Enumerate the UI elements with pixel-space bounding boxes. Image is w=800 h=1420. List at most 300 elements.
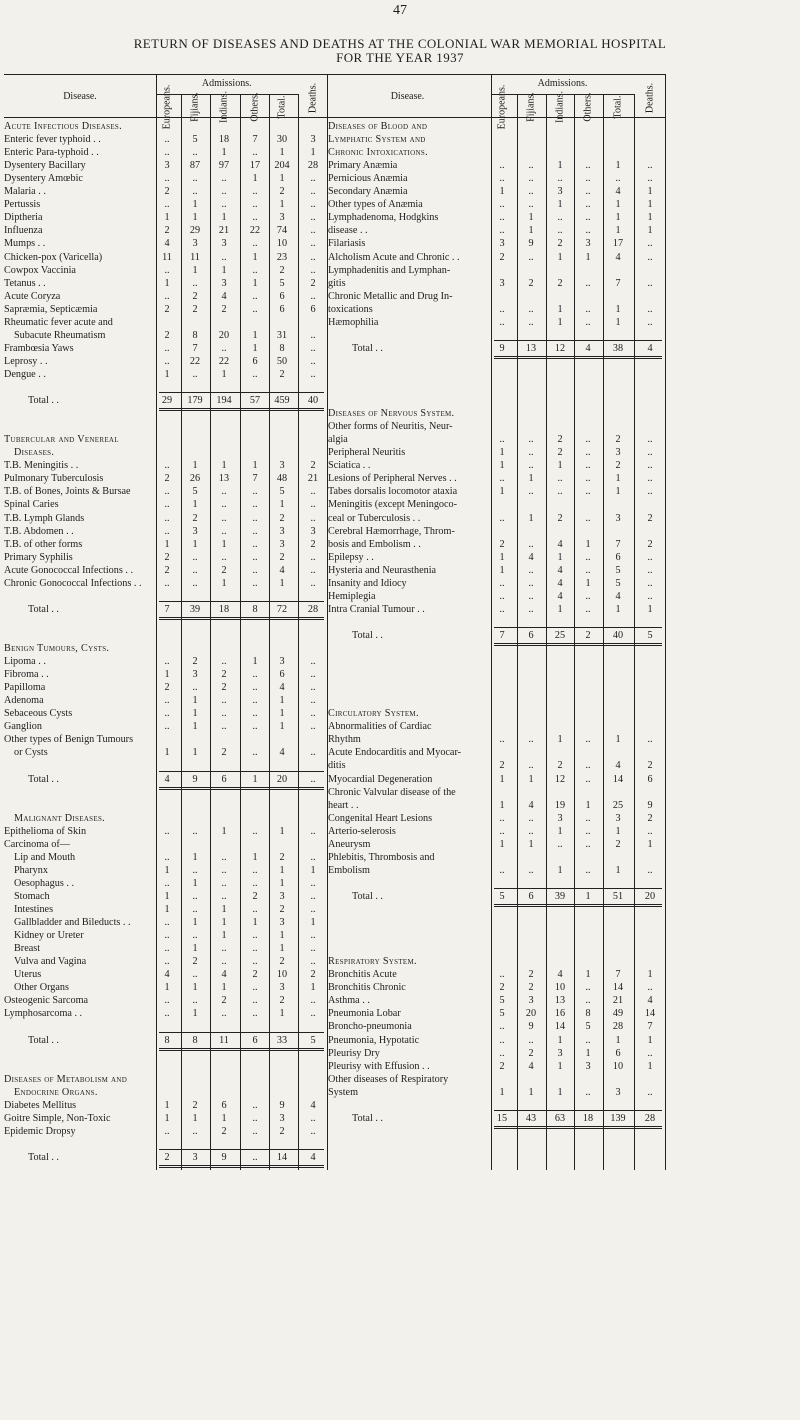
cell-others: .. <box>585 734 591 746</box>
table-row <box>0 877 800 890</box>
cell-deaths: 2 <box>647 538 653 550</box>
cell-europeans: .. <box>499 303 505 315</box>
cell-others: 17 <box>249 160 261 172</box>
cell-deaths: .. <box>310 173 316 185</box>
disease-label: or Cysts <box>14 747 48 759</box>
cell-total: 3 <box>279 917 285 929</box>
table-row <box>0 1007 800 1020</box>
cell-indians: 3 <box>221 238 227 250</box>
cell-deaths: .. <box>310 656 316 668</box>
cell-deaths: .. <box>647 173 653 185</box>
cell-total: 6 <box>279 290 285 302</box>
cell-deaths: 20 <box>644 890 656 902</box>
cell-fijians: .. <box>192 368 198 380</box>
cell-indians: 13 <box>554 995 566 1007</box>
disease-label: Pulmonary Tuberculosis <box>4 473 104 485</box>
disease-label: Total . . <box>28 1151 59 1163</box>
cell-others: .. <box>585 434 591 446</box>
cell-total: 1 <box>615 864 621 876</box>
cell-europeans: 5 <box>499 1008 505 1020</box>
cell-deaths: 5 <box>310 1034 316 1046</box>
cell-europeans: .. <box>164 460 170 472</box>
cell-europeans: 3 <box>164 160 170 172</box>
cell-deaths: .. <box>647 982 653 994</box>
disease-label: Lymphadenoma, Hodgkins <box>328 212 439 224</box>
disease-label: Lymphatic System and <box>328 134 426 146</box>
cell-indians: 2 <box>221 303 227 315</box>
cell-fijians: 1 <box>192 708 198 720</box>
cell-total: 14 <box>276 1151 288 1163</box>
disease-label: Enteric Para-typhoid . . <box>4 147 99 159</box>
cell-europeans: .. <box>499 812 505 824</box>
disease-label: Dengue . . <box>4 368 46 380</box>
cell-fijians: 8 <box>192 329 198 341</box>
cell-indians: 1 <box>557 199 563 211</box>
cell-fijians: .. <box>528 251 534 263</box>
cell-europeans: 5 <box>499 995 505 1007</box>
cell-europeans: 8 <box>164 1034 170 1046</box>
disease-label: Acute Infectious Diseases. <box>4 121 122 132</box>
header-bottom-border <box>4 117 665 118</box>
cell-others: .. <box>252 1099 258 1111</box>
cell-others: .. <box>585 186 591 198</box>
cell-total: 1 <box>279 173 285 185</box>
cell-total: 1 <box>279 864 285 876</box>
cell-indians: 12 <box>554 773 566 785</box>
table-row <box>0 420 800 433</box>
cell-fijians: 2 <box>192 1099 198 1111</box>
disease-label: T.B. of other forms <box>4 538 83 550</box>
cell-fijians: 87 <box>189 160 201 172</box>
disease-label: Tetanus . . <box>4 277 46 289</box>
cell-deaths: .. <box>310 669 316 681</box>
cell-total: 1 <box>615 225 621 237</box>
disease-label: Total . . <box>28 1034 59 1046</box>
right-column-header: Fijians. <box>525 92 537 122</box>
cell-others: .. <box>252 577 258 589</box>
table-row <box>0 773 800 786</box>
table-row <box>0 355 800 368</box>
cell-total: .. <box>615 173 621 185</box>
cell-deaths: 1 <box>647 212 653 224</box>
cell-europeans: .. <box>499 212 505 224</box>
cell-indians: 1 <box>221 264 227 276</box>
cell-others: .. <box>252 721 258 733</box>
cell-total: 4 <box>279 564 285 576</box>
cell-indians: 39 <box>554 890 566 902</box>
table-row <box>0 1099 800 1112</box>
cell-total: 3 <box>279 212 285 224</box>
cell-deaths: .. <box>310 486 316 498</box>
table-row <box>0 759 800 772</box>
disease-label: Asthma . . <box>328 995 370 1007</box>
cell-fijians: .. <box>528 486 534 498</box>
cell-europeans: 1 <box>164 538 170 550</box>
disease-label: Broncho-pneumonia <box>328 1021 412 1033</box>
cell-europeans: .. <box>499 577 505 589</box>
cell-deaths: .. <box>310 877 316 889</box>
cell-deaths: .. <box>310 682 316 694</box>
cell-deaths: 1 <box>647 186 653 198</box>
cell-europeans: 15 <box>496 1112 508 1124</box>
cell-deaths: .. <box>310 251 316 263</box>
disease-label: Secondary Anæmia <box>328 186 408 198</box>
cell-indians: 63 <box>554 1112 566 1124</box>
table-row <box>0 864 800 877</box>
cell-others: .. <box>252 499 258 511</box>
disease-label: Aneurysm <box>328 838 371 850</box>
cell-others: 8 <box>585 1008 591 1020</box>
disease-label: Total . . <box>352 1112 383 1124</box>
disease-label: Meningitis (except Meningoco- <box>328 499 458 511</box>
disease-label: disease . . <box>328 225 368 237</box>
disease-label: Bronchitis Chronic <box>328 982 406 994</box>
cell-fijians: 7 <box>192 342 198 354</box>
cell-fijians: 9 <box>192 773 198 785</box>
page-number: 47 <box>393 3 407 18</box>
left-column-header: Total. <box>276 95 288 119</box>
cell-total: 6 <box>615 551 621 563</box>
cell-deaths: 28 <box>307 603 319 615</box>
cell-indians: 11 <box>219 1034 229 1046</box>
cell-fijians: .. <box>192 995 198 1007</box>
cell-deaths: .. <box>310 904 316 915</box>
cell-total: 1 <box>279 943 285 955</box>
cell-fijians: 1 <box>192 917 198 929</box>
table-row <box>0 942 800 955</box>
cell-europeans: 1 <box>499 486 505 498</box>
cell-indians: 4 <box>557 564 563 576</box>
table-row <box>0 498 800 511</box>
cell-others: .. <box>252 930 258 942</box>
table-row <box>0 251 800 264</box>
disease-label: Pleurisy with Effusion . . <box>328 1060 430 1072</box>
cell-total: 1 <box>279 695 285 707</box>
cell-deaths: .. <box>310 930 316 942</box>
disease-label: T.B. Meningitis . . <box>4 460 79 472</box>
cell-fijians: .. <box>528 303 534 315</box>
cell-total: 2 <box>615 434 621 446</box>
disease-label: Kidney or Ureter <box>14 930 84 942</box>
cell-others: 1 <box>252 329 258 341</box>
disease-label: Breast <box>14 943 41 955</box>
left-column-header: Others. <box>249 92 261 122</box>
disease-label: Myocardial Degeneration <box>328 773 433 785</box>
cell-total: 3 <box>279 656 285 668</box>
cell-europeans: 3 <box>499 238 505 250</box>
cell-fijians: 2 <box>192 512 198 524</box>
cell-fijians: 3 <box>528 995 534 1007</box>
cell-fijians: .. <box>528 760 534 772</box>
cell-total: 1 <box>615 825 621 837</box>
cell-total: 5 <box>615 564 621 576</box>
cell-indians: 4 <box>557 969 563 981</box>
table-row <box>0 277 800 290</box>
table-row <box>0 1034 800 1047</box>
cell-deaths: .. <box>647 238 653 250</box>
cell-others: .. <box>252 1125 258 1137</box>
cell-fijians: 1 <box>192 747 198 759</box>
cell-europeans: .. <box>499 969 505 981</box>
cell-total: 459 <box>274 395 290 407</box>
table-row <box>0 329 800 342</box>
cell-deaths: .. <box>310 825 316 837</box>
disease-label: Arterio-selerosis <box>328 825 396 837</box>
cell-indians: 9 <box>221 1151 227 1163</box>
cell-europeans: 2 <box>164 329 170 341</box>
cell-others: .. <box>252 564 258 576</box>
left-total-rule <box>159 392 324 393</box>
table-row <box>0 825 800 838</box>
cell-europeans: 7 <box>499 629 505 641</box>
disease-label: Primary Anæmia <box>328 160 398 172</box>
cell-indians: 25 <box>554 629 566 641</box>
disease-label: Intestines <box>14 904 54 915</box>
cell-others: 1 <box>252 277 258 289</box>
cell-europeans: 1 <box>164 277 170 289</box>
table-row <box>0 981 800 994</box>
cell-indians: 1 <box>557 1060 563 1072</box>
cell-indians: 4 <box>557 577 563 589</box>
cell-indians: 1 <box>221 917 227 929</box>
disease-label: Chicken-pox (Varicella) <box>4 251 103 263</box>
disease-label: Other types of Anæmia <box>328 199 423 211</box>
cell-europeans: 1 <box>164 982 170 994</box>
disease-label: Insanity and Idiocy <box>328 577 407 589</box>
table-row <box>0 551 800 564</box>
cell-fijians: 1 <box>192 721 198 733</box>
disease-label: gitis <box>328 277 346 289</box>
cell-europeans: .. <box>499 160 505 172</box>
cell-deaths: 9 <box>647 799 653 811</box>
right-total-double-rule <box>494 643 662 644</box>
cell-europeans: 2 <box>164 1151 170 1163</box>
disease-label: Diseases. <box>14 447 55 459</box>
cell-europeans: 1 <box>499 773 505 785</box>
section-heading <box>0 642 800 655</box>
disease-label: Congenital Heart Lesions <box>328 812 433 824</box>
cell-others: .. <box>585 838 591 850</box>
cell-europeans: .. <box>164 930 170 942</box>
cell-indians: 6 <box>221 1099 227 1111</box>
cell-total: 1 <box>279 825 285 837</box>
cell-fijians: .. <box>192 186 198 198</box>
cell-deaths: .. <box>647 564 653 576</box>
cell-europeans: .. <box>164 956 170 968</box>
cell-others: .. <box>252 995 258 1007</box>
cell-fijians: 1 <box>192 1112 198 1124</box>
table-row <box>0 472 800 485</box>
cell-indians: 14 <box>554 1021 566 1033</box>
cell-deaths: 1 <box>647 1034 653 1046</box>
cell-others: 6 <box>252 1034 258 1046</box>
disease-label: Influenza <box>4 225 43 237</box>
cell-europeans: .. <box>499 512 505 524</box>
cell-deaths: .. <box>310 186 316 198</box>
cell-deaths: .. <box>310 1008 316 1020</box>
disease-label: Tabes dorsalis locomotor ataxia <box>328 486 458 498</box>
cell-indians: .. <box>221 851 227 863</box>
cell-deaths: 2 <box>310 538 316 550</box>
cell-europeans: .. <box>164 825 170 837</box>
cell-others: .. <box>585 812 591 824</box>
cell-others: 1 <box>252 251 258 263</box>
disease-label: Fibroma . . <box>4 669 49 681</box>
cell-others: .. <box>585 460 591 472</box>
cell-total: 1 <box>615 316 621 328</box>
table-row <box>0 211 800 224</box>
cell-others: 1 <box>252 656 258 668</box>
cell-total: 1 <box>615 160 621 172</box>
page-title: RETURN OF DISEASES AND DEATHS AT THE COLONIAL WAR MEMORIAL HOSPITAL <box>133 36 667 51</box>
cell-others: 18 <box>582 1112 594 1124</box>
total-row <box>0 890 800 903</box>
right-disease-header: Disease. <box>390 91 425 102</box>
cell-indians: .. <box>221 199 227 211</box>
disease-label: Hysteria and Neurasthenia <box>328 564 437 576</box>
cell-europeans: .. <box>164 577 170 589</box>
cell-europeans: .. <box>164 264 170 276</box>
cell-deaths: .. <box>310 329 316 341</box>
cell-total: 10 <box>276 969 288 981</box>
table-row <box>0 968 800 981</box>
cell-indians: 1 <box>557 551 563 563</box>
cell-fijians: 6 <box>528 629 534 641</box>
cell-others: .. <box>252 368 258 380</box>
cell-indians: 4 <box>221 969 227 981</box>
cell-others: .. <box>252 486 258 498</box>
cell-total: 1 <box>615 212 621 224</box>
cell-others: .. <box>252 303 258 315</box>
table-row <box>0 655 800 668</box>
table-row <box>0 368 800 381</box>
cell-others: .. <box>585 512 591 524</box>
cell-europeans: 2 <box>164 551 170 563</box>
cell-indians: 1 <box>557 460 563 472</box>
right-total-double-rule <box>494 358 662 359</box>
cell-indians: 1 <box>221 577 227 589</box>
cell-indians: 4 <box>221 290 227 302</box>
cell-deaths: .. <box>310 1125 316 1137</box>
table-row <box>0 590 800 603</box>
table-top-border <box>4 74 665 75</box>
cell-others: .. <box>252 1112 258 1124</box>
table-row <box>0 694 800 707</box>
cell-indians: 10 <box>554 982 566 994</box>
cell-fijians: 13 <box>525 342 537 354</box>
cell-fijians: 1 <box>528 773 534 785</box>
cell-indians: 3 <box>221 277 227 289</box>
cell-indians: .. <box>221 721 227 733</box>
cell-indians: 4 <box>557 590 563 602</box>
cell-europeans: 1 <box>164 669 170 681</box>
cell-total: 3 <box>279 982 285 994</box>
disease-label: Filariasis <box>328 238 366 250</box>
disease-label: T.B. Lymph Glands <box>4 512 85 524</box>
cell-others: .. <box>585 473 591 485</box>
left-total-double-rule <box>159 1167 324 1168</box>
cell-europeans: 2 <box>499 251 505 263</box>
cell-europeans: 1 <box>164 212 170 224</box>
table-row <box>0 916 800 929</box>
cell-indians: 2 <box>221 747 227 759</box>
cell-total: 4 <box>615 590 621 602</box>
cell-europeans: .. <box>164 486 170 498</box>
cell-fijians: 39 <box>189 603 201 615</box>
cell-total: 4 <box>615 760 621 772</box>
cell-europeans: 9 <box>499 342 505 354</box>
cell-total: 2 <box>279 551 285 563</box>
cell-fijians: 4 <box>528 1060 534 1072</box>
cell-others: .. <box>252 669 258 681</box>
cell-fijians: .. <box>528 590 534 602</box>
cell-total: 6 <box>279 669 285 681</box>
cell-others: .. <box>252 1151 258 1163</box>
cell-europeans: 1 <box>499 1086 505 1098</box>
disease-label: Cowpox Vaccinia <box>4 264 76 276</box>
right-total-double-rule <box>494 1128 662 1129</box>
cell-deaths: 1 <box>647 225 653 237</box>
cell-fijians: .. <box>192 825 198 837</box>
cell-deaths: 28 <box>644 1112 656 1124</box>
cell-europeans: 2 <box>164 225 170 237</box>
cell-europeans: 2 <box>499 538 505 550</box>
cell-deaths: .. <box>310 342 316 354</box>
disease-label: Alcholism Acute and Chronic . . <box>328 251 460 263</box>
cell-total: 1 <box>279 877 285 889</box>
cell-indians: 2 <box>221 1125 227 1137</box>
right-total-double-rule <box>494 356 662 357</box>
cell-total: 4 <box>279 747 285 759</box>
cell-others: 1 <box>252 773 258 785</box>
cell-europeans: 5 <box>499 890 505 902</box>
table-row <box>0 303 800 316</box>
cell-others: 7 <box>252 134 258 146</box>
cell-total: 17 <box>612 238 624 250</box>
cell-total: 1 <box>615 486 621 498</box>
cell-deaths: 1 <box>647 603 653 615</box>
cell-indians: 1 <box>557 603 563 615</box>
cell-total: 30 <box>276 134 288 146</box>
cell-total: 3 <box>615 512 621 524</box>
cell-fijians: 9 <box>528 238 534 250</box>
total-row <box>0 342 800 355</box>
cell-others: 1 <box>585 1047 591 1059</box>
cell-deaths: .. <box>310 721 316 733</box>
cell-total: 2 <box>279 995 285 1007</box>
cell-deaths: .. <box>647 473 653 485</box>
cell-deaths: 3 <box>310 525 316 537</box>
cell-europeans: .. <box>499 603 505 615</box>
cell-deaths: .. <box>310 499 316 511</box>
right-total-double-rule <box>494 645 662 646</box>
disease-label: ditis <box>328 760 346 772</box>
disease-label: T.B. Abdomen . . <box>4 525 74 537</box>
cell-deaths: .. <box>647 864 653 876</box>
cell-indians: 2 <box>557 238 563 250</box>
cell-indians: 2 <box>557 760 563 772</box>
cell-others: .. <box>252 825 258 837</box>
cell-europeans: .. <box>164 943 170 955</box>
cell-others: 5 <box>585 1021 591 1033</box>
cell-europeans: .. <box>164 851 170 863</box>
cell-others: 1 <box>252 173 258 185</box>
disease-label: Tubercular and Venereal <box>4 434 119 446</box>
cell-europeans: 11 <box>162 251 172 263</box>
disease-label: Sebaceous Cysts <box>4 708 73 720</box>
right-total-double-rule <box>494 904 662 905</box>
cell-deaths: .. <box>647 160 653 172</box>
